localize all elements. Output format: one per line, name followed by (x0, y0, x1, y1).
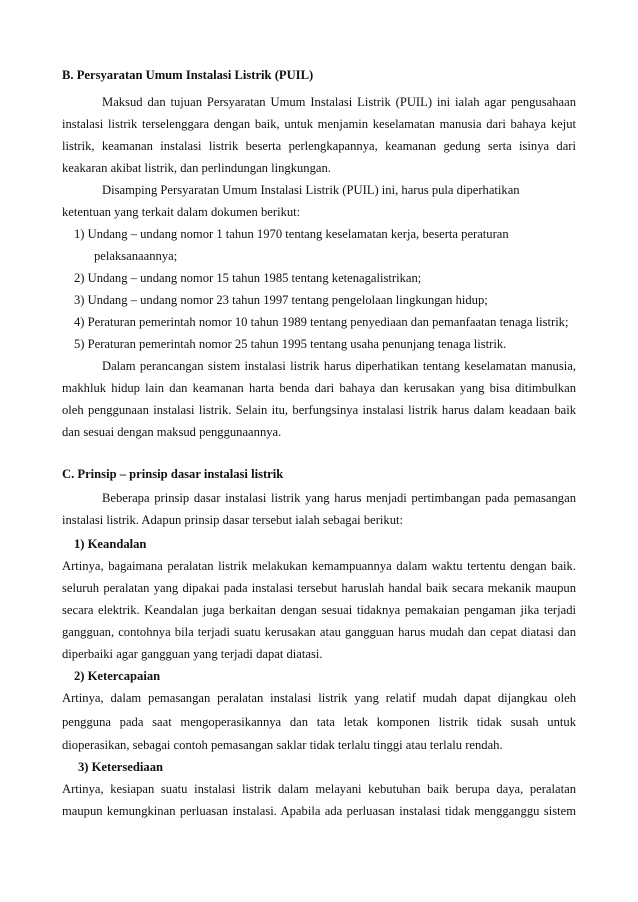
paragraph-line: Disamping Persyaratan Umum Instalasi Listrik (PUIL) ini, harus pula diperhatikan (102, 183, 520, 197)
subheading-ketersediaan: 3) Ketersediaan (78, 760, 163, 774)
paragraph-line: instalasi listrik. Adapun prinsip dasar tersebut ialah sebagai berikut: (62, 513, 404, 527)
paragraph-line: diperbaiki agar gangguan yang terjadi dapat diatasi. (62, 647, 323, 661)
section-b-heading: B. Persyaratan Umum Instalasi Listrik (PUIL) (62, 68, 314, 82)
paragraph-line: seluruh peralatan yang dipakai pada instalasi tersebut haruslah handal baik secara mekanik maupun (62, 581, 576, 595)
list-item: 1) Undang – undang nomor 1 tahun 1970 tentang keselamatan kerja, beserta peraturan (74, 227, 509, 241)
list-item: 4) Peraturan pemerintah nomor 10 tahun 1989 tentang penyediaan dan pemanfaatan tenaga listrik; (74, 315, 569, 329)
list-item: 2) Undang – undang nomor 15 tahun 1985 tentang ketenagalistrikan; (74, 271, 422, 285)
subheading-keandalan: 1) Keandalan (74, 537, 147, 551)
list-item-continuation: pelaksanaannya; (94, 249, 178, 263)
subheading-ketercapaian: 2) Ketercapaian (74, 669, 161, 683)
paragraph-line: instalasi listrik terselenggara dengan baik, untuk menjamin keselamatan manusia dari bahaya kejut (62, 117, 576, 131)
paragraph-line: Beberapa prinsip dasar instalasi listrik yang harus menjadi pertimbangan pada pemasangan (102, 491, 576, 505)
paragraph-line: Maksud dan tujuan Persyaratan Umum Instalasi Listrik (PUIL) ini ialah agar pengusahaan (102, 95, 576, 109)
paragraph-line: Dalam perancangan sistem instalasi listrik harus diperhatikan tentang keselamatan manusia, (102, 359, 576, 373)
paragraph-line: Artinya, kesiapan suatu instalasi listrik dalam melayani kebutuhan baik berupa daya, peralatan (62, 782, 576, 796)
paragraph-line: listrik, keamanan instalasi listrik beserta perlengkapannya, keamanan gedung serta isinya dari (62, 139, 576, 153)
paragraph-line: dioperasikan, sebagai contoh pemasangan saklar tidak terlalu tinggi atau terlalu rendah. (62, 738, 503, 752)
paragraph-line: ketentuan yang terkait dalam dokumen berikut: (62, 205, 301, 219)
list-item: 3) Undang – undang nomor 23 tahun 1997 tentang pengelolaan lingkungan hidup; (74, 293, 488, 307)
paragraph-line: pengguna pada saat mengoperasikannya dan tata letak komponen listrik tidak susah untuk (62, 715, 576, 729)
paragraph-line: secara elektrik. Keandalan juga berkaitan dengan sesuai tidaknya pemakaian pengaman jika terjadi (62, 603, 576, 617)
paragraph-line: maupun kemungkinan perluasan instalasi. Apabila ada perluasan instalasi tidak mengganggu sistem (62, 804, 576, 818)
paragraph-line: oleh penggunaan instalasi listrik. Selain itu, berfungsinya instalasi listrik harus dalam keadaan baik (62, 403, 576, 417)
paragraph-line: gangguan, contohnya bila terjadi suatu kerusakan atau gangguan harus mudah dan cepat diatasi dan (62, 625, 576, 639)
paragraph-line: dan sesuai dengan maksud penggunaannya. (62, 425, 282, 439)
paragraph-line: makhluk hidup lain dan keamanan harta benda dari bahaya dan kerusakan yang bisa ditimbulkan (62, 381, 576, 395)
section-c-heading: C. Prinsip – prinsip dasar instalasi listrik (62, 467, 284, 481)
paragraph-line: Artinya, bagaimana peralatan listrik melakukan kemampuannya dalam waktu tertentu dengan baik. (62, 559, 576, 573)
list-item: 5) Peraturan pemerintah nomor 25 tahun 1995 tentang usaha penunjang tenaga listrik. (74, 337, 507, 351)
paragraph-line: Artinya, dalam pemasangan peralatan instalasi listrik yang relatif mudah dapat dijangkau oleh (62, 691, 576, 705)
paragraph-line: keakaran akibat listrik, dan perlindungan lingkungan. (62, 161, 331, 175)
